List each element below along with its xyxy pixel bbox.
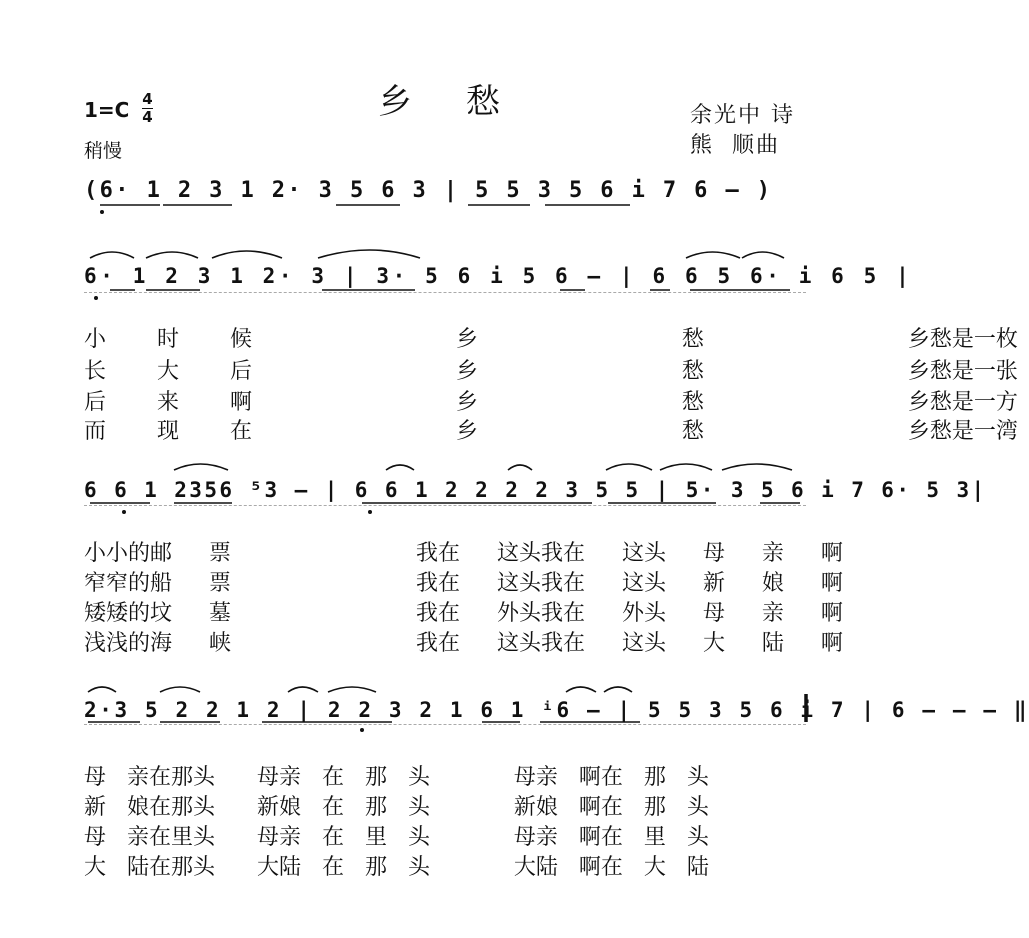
octave-dot (368, 510, 372, 514)
octave-dot (94, 296, 98, 300)
lyric-s3-v1: 母 亲在那头 母亲 在 那 头 母亲 啊在 那 头 (84, 765, 709, 790)
slur-mark (566, 687, 596, 692)
lyric-s1-v3: 后 来 啊 乡 愁 乡愁是一方 (84, 390, 1018, 415)
key-signature: 1=C (84, 98, 130, 122)
slur-mark (604, 687, 632, 692)
lyric-s3-v3: 母 亲在里头 母亲 在 里 头 母亲 啊在 里 头 (84, 825, 709, 850)
lyric-s2-v4: 浅浅的海 峡 我在 这头我在 这头 大 陆 啊 (84, 631, 843, 656)
composer-credit: 熊 顺曲 (690, 133, 780, 158)
notation-line-3: 2·3 5 2 2 1 2 | 2 2 3 2 1 6 1 ⁱ6 – | 5 5 3 5 6 i 7 | 6 – – – ‖ (84, 698, 1029, 722)
slur-mark (328, 687, 376, 692)
slur-mark (174, 464, 228, 470)
lyric-s1-v1: 小 时 候 乡 愁 乡愁是一枚 (84, 327, 1018, 352)
lyric-s1-v4: 而 现 在 乡 愁 乡愁是一湾 (84, 419, 1018, 444)
notation-line-1: 6· 1 2 3 1 2· 3 | 3· 5 6 i 5 6 – | 6 6 5 6· i 6 5 | (84, 264, 913, 288)
octave-dot (360, 728, 364, 732)
lyric-s2-v2: 窄窄的船 票 我在 这头我在 这头 新 娘 啊 (84, 571, 843, 596)
time-signature-top: 4 (142, 90, 153, 108)
intro-notation: (6· 1 2 3 1 2· 3 5 6 3 | 5 5 3 5 6 i 7 6 – ) (84, 178, 773, 203)
slur-mark (90, 252, 134, 258)
slur-mark (88, 687, 116, 692)
tempo-marking: 稍慢 (84, 140, 123, 162)
octave-dot (100, 210, 104, 214)
slur-mark (742, 252, 784, 258)
time-signature-bottom: 4 (142, 108, 153, 126)
slur-mark (606, 464, 652, 470)
lyric-s2-v1: 小小的邮 票 我在 这头我在 这头 母 亲 啊 (84, 541, 843, 566)
lyric-s1-v2: 长 大 后 乡 愁 乡愁是一张 (84, 359, 1018, 384)
slur-mark (318, 250, 420, 258)
slur-mark (660, 464, 712, 470)
lyric-s2-v3: 矮矮的坟 墓 我在 外头我在 外头 母 亲 啊 (84, 601, 843, 626)
slur-mark (288, 687, 318, 692)
slur-mark (686, 252, 740, 258)
slur-mark (508, 465, 532, 470)
slur-mark (160, 687, 200, 692)
slur-mark (146, 252, 198, 258)
slur-mark (386, 465, 414, 470)
lyricist-credit: 余光中 诗 (690, 103, 795, 128)
slur-mark (722, 464, 792, 470)
lyric-s3-v4: 大 陆在那头 大陆 在 那 头 大陆 啊在 大 陆 (84, 855, 709, 880)
song-title: 乡愁 (378, 82, 554, 122)
octave-dot (122, 510, 126, 514)
lyric-s3-v2: 新 娘在那头 新娘 在 那 头 新娘 啊在 那 头 (84, 795, 709, 820)
slur-mark (212, 251, 282, 258)
notation-line-2: 6 6 1 2356 ⁵3 – | 6 6 1 2 2 2 2 3 5 5 | 5· 3 5 6 i 7 6· 5 3| (84, 478, 987, 502)
